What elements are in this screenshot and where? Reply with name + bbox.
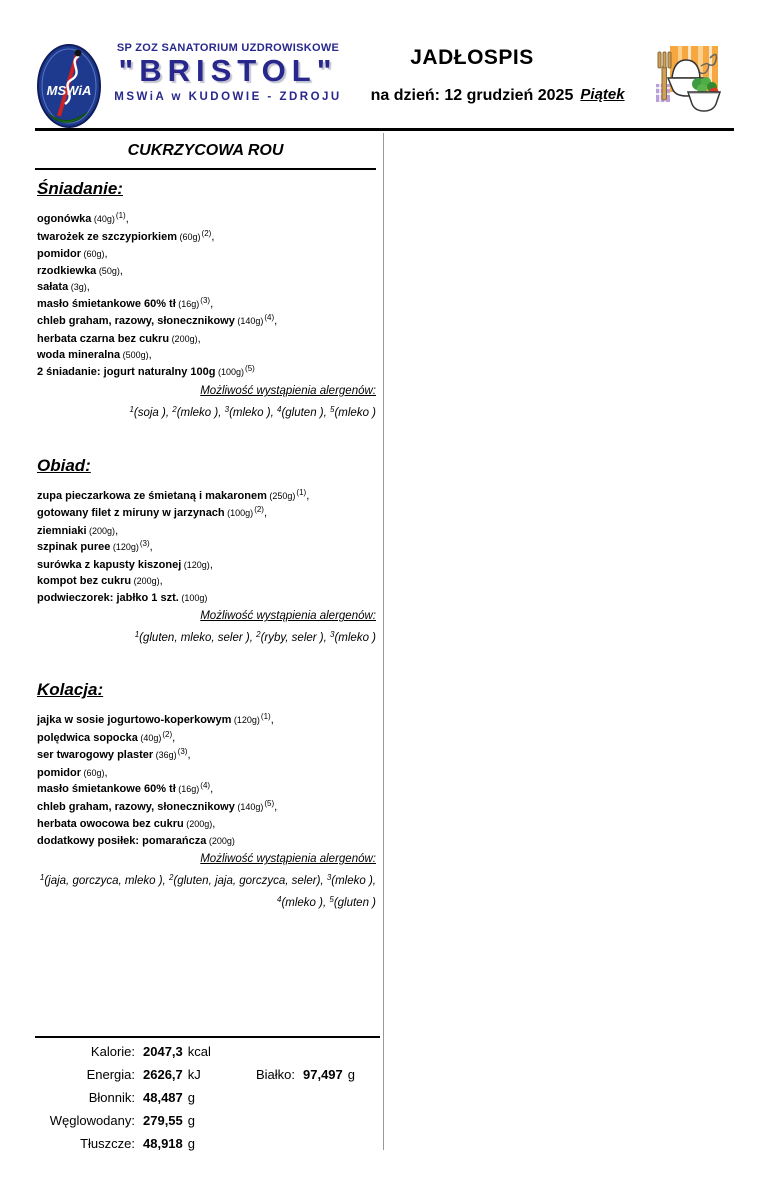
meal-clipart-icon: [654, 44, 722, 116]
menu-item: surówka z kapusty kiszonej (120g),: [37, 558, 213, 571]
title-block: [357, 46, 587, 105]
nutrition-row: [35, 1090, 380, 1113]
nutrition-label: Energia:: [86, 1067, 135, 1082]
nutrition-value: 2626,7: [143, 1067, 183, 1082]
allergen-lines: [35, 625, 376, 647]
allergen-heading: Możliwość wystąpienia alergenów:: [200, 610, 376, 623]
allergen-block: [35, 606, 376, 647]
menu-item: masło śmietankowe 60% tł $(16g)^{(4)}$,: [37, 781, 214, 796]
nutrition-extra-group: [223, 1067, 355, 1090]
menu-item: szpinak puree $(120g)^{(3)}$,: [37, 539, 153, 554]
weekday-label: Piątek: [580, 86, 625, 103]
allergen-line: $^1$(soja ), $^2$(mleko ), $^3$(mleko ), $^4$(gluten ), $^5$(mleko ): [129, 405, 376, 419]
menu-item: podwieczorek: jabłko 1 szt. (100g): [37, 591, 208, 604]
meal-section-obiad: [35, 422, 376, 647]
nutrition-row: [35, 1113, 380, 1136]
nutrition-label: Kalorie:: [90, 1044, 135, 1059]
menu-item: herbata czarna bez cukru (200g),: [37, 332, 201, 345]
allergen-line: $^1$(gluten, mleko, seler ), $^2$(ryby, seler ), $^3$(mleko ): [134, 630, 376, 645]
allergen-line: $^1$(jaja, gorczyca, mleko ), $^2$(gluten, jaja, gorczyca, seler), $^3$(mleko ),: [39, 873, 376, 887]
menu-item: zupa pieczarkowa ze śmietaną i makaronem $(250g)^{(1)}$,: [37, 487, 310, 502]
nutrition-summary: [35, 1036, 380, 1159]
meal-items: [35, 488, 376, 607]
organization-location: MSWiA w KUDOWIE - ZDROJU: [114, 91, 342, 103]
menu-item: chleb graham, razowy, słonecznikowy $(140g)^{(4)}$,: [37, 313, 278, 327]
menu-item: ogonówka $(40g)^{(1)}$,: [37, 211, 129, 225]
menu-item: twarożek ze szczypiorkiem $(60g)^{(2)}$,: [37, 228, 215, 243]
allergen-line: $^4$(mleko ), $^5$(gluten ): [276, 894, 376, 909]
nutrition-unit: g: [187, 1136, 195, 1151]
nutrition-label: Tłuszcze:: [80, 1136, 135, 1151]
page-title: JADŁOSPIS: [410, 46, 534, 69]
nutrition-row: [35, 1067, 380, 1090]
nutrition-unit: kJ: [187, 1067, 201, 1082]
allergen-block: [35, 381, 376, 422]
menu-item: dodatkowy posiłek: pomarańcza (200g): [37, 834, 235, 847]
menu-item: ser twarogowy plaster $(36g)^{(3)}$,: [37, 747, 191, 762]
meal-heading-sniadanie: Śniadanie:: [37, 179, 123, 198]
menu-item: woda mineralna (500g),: [37, 349, 152, 361]
allergen-heading: Możliwość wystąpienia alergenów:: [200, 385, 376, 397]
meal-heading-kolacja: Kolacja:: [37, 680, 104, 700]
meal-section-kolacja: [35, 647, 376, 912]
allergen-lines: [35, 868, 376, 912]
menu-item: pomidor (60g),: [37, 766, 108, 779]
document-header: [35, 42, 734, 128]
nutrition-value: 48,918: [143, 1136, 183, 1151]
meal-heading-obiad: Obiad:: [37, 455, 91, 475]
meal-items: [35, 712, 376, 849]
allergen-lines: [35, 400, 376, 422]
menu-date: na dzień: 12 grudzień 2025: [370, 87, 574, 104]
nutrition-rows: [35, 1044, 380, 1159]
meal-section-sniadanie: [35, 170, 376, 422]
mswia-badge-icon: [37, 44, 101, 128]
allergen-heading: Możliwość wystąpienia alergenów:: [200, 853, 376, 866]
organization-name: "BRISTOL": [118, 53, 338, 88]
nutrition-unit: g: [347, 1067, 355, 1082]
organization-type: SP ZOZ SANATORIUM UZDROWISKOWE: [116, 42, 340, 54]
nutrition-value: 2047,3: [143, 1044, 183, 1059]
nutrition-label: Węglowodany:: [49, 1113, 135, 1128]
menu-item: rzodkiewka (50g),: [37, 264, 123, 277]
header-separator-rule: [35, 128, 734, 131]
menu-item: chleb graham, razowy, słonecznikowy $(140g)^{(5)}$,: [37, 798, 278, 813]
meal-items: [35, 211, 376, 381]
menu-item: masło śmietankowe 60% tł $(16g)^{(3)}$,: [37, 295, 214, 310]
nutrition-unit: g: [187, 1090, 195, 1105]
nutrition-unit: kcal: [187, 1044, 211, 1059]
menu-item: kompot bez cukru (200g),: [37, 575, 163, 588]
nutrition-value: 97,497: [303, 1067, 343, 1082]
menu-item: herbata owocowa bez cukru (200g),: [37, 818, 216, 831]
column-divider-line: [383, 133, 384, 1150]
menu-item: 2 śniadanie: jogurt naturalny 100g $(100g)^{(5)}$: [37, 363, 255, 378]
nutrition-value: 279,55: [143, 1113, 183, 1128]
menu-item: ziemniaki (200g),: [37, 524, 119, 537]
allergen-block: [35, 849, 376, 912]
nutrition-label: Błonnik:: [88, 1090, 135, 1105]
menu-item: gotowany filet z miruny w jarzynach $(100g)^{(2)}$,: [37, 505, 268, 520]
nutrition-value: 48,487: [143, 1090, 183, 1105]
svg-text:MSWiA: MSWiA: [46, 83, 92, 98]
nutrition-top-rule: [35, 1036, 380, 1038]
menu-item: sałata (3g),: [37, 281, 90, 293]
menu-item: pomidor (60g),: [37, 248, 108, 260]
organization-block: [97, 42, 359, 103]
menu-item: jajka w sosie jogurtowo-koperkowym $(120g)^{(1)}$,: [37, 712, 274, 727]
diet-name: CUKRZYCOWA ROU: [127, 142, 284, 159]
nutrition-unit: g: [187, 1113, 195, 1128]
nutrition-row: [35, 1044, 380, 1067]
menu-column: [35, 138, 376, 912]
nutrition-label: Białko:: [255, 1067, 295, 1082]
nutrition-row: [35, 1136, 380, 1159]
menu-item: polędwica sopocka $(40g)^{(2)}$,: [37, 729, 176, 744]
